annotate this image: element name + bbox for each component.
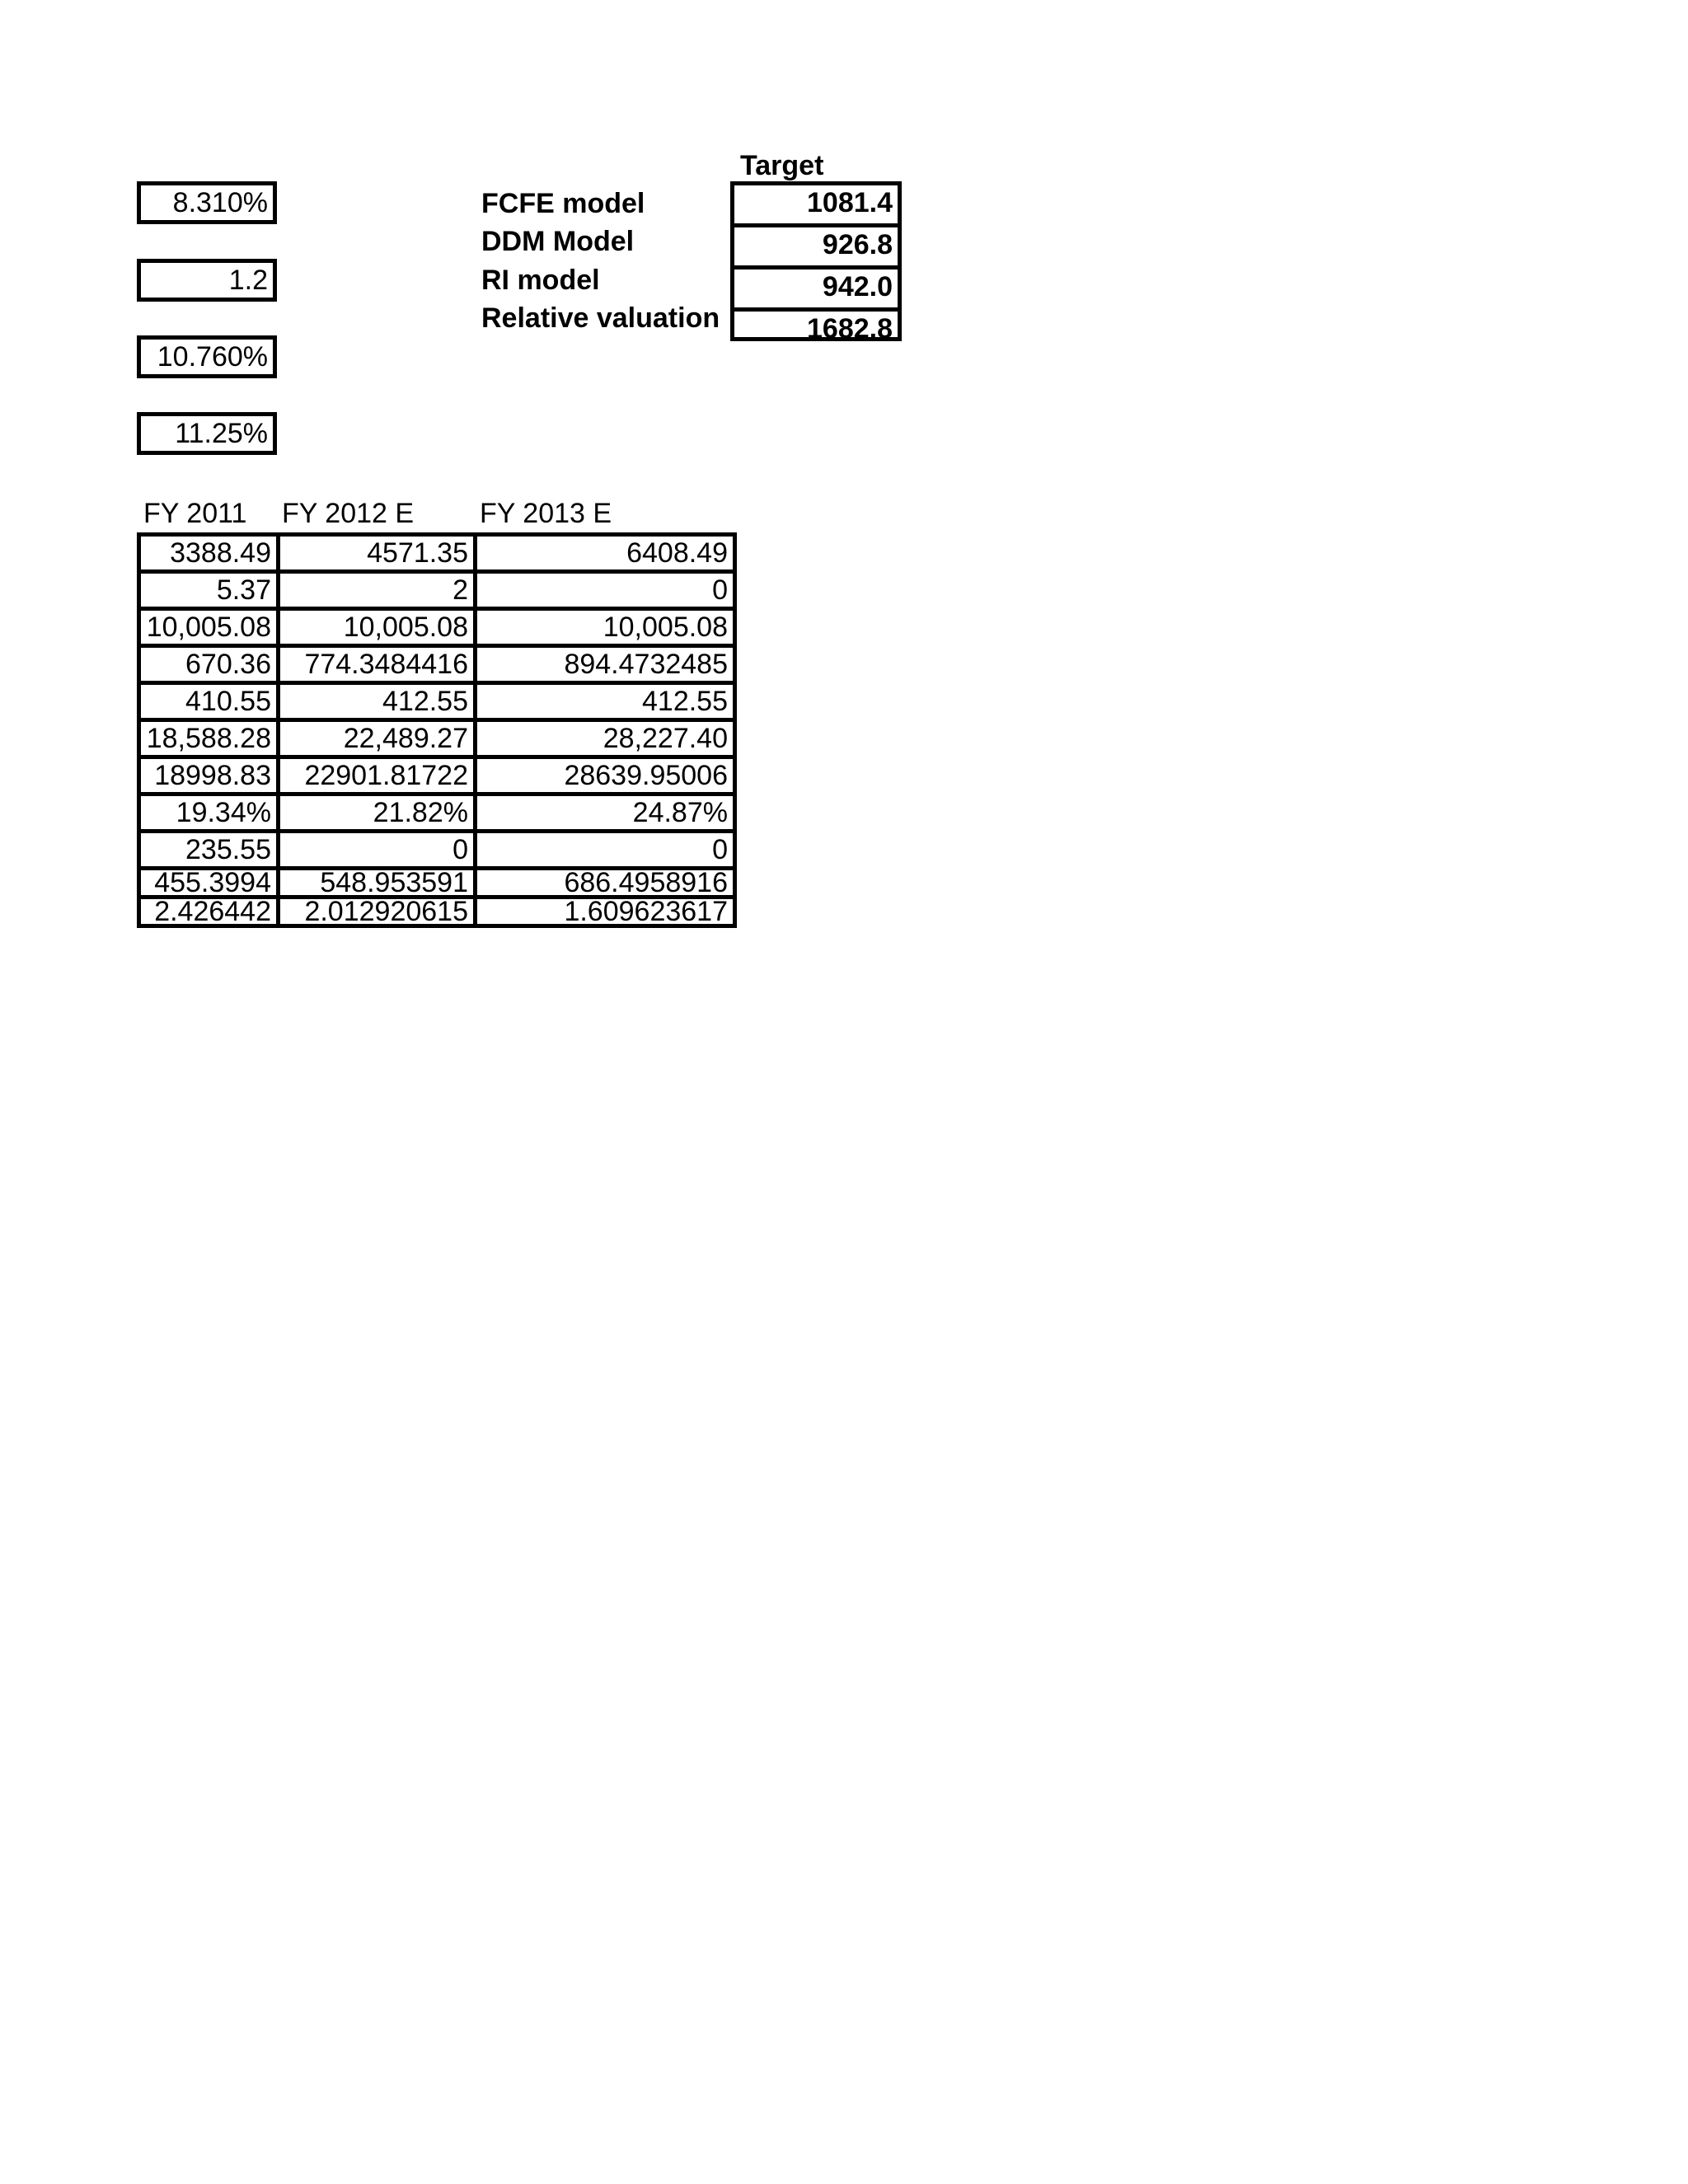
table-cell[interactable]: 19.34% [139, 794, 279, 832]
table-cell[interactable]: 235.55 [139, 832, 279, 869]
table-cell[interactable]: 412.55 [279, 683, 476, 720]
table-cell[interactable]: 0 [476, 832, 735, 869]
table-cell[interactable]: 24.87% [476, 794, 735, 832]
table-row [139, 720, 735, 757]
table-cell[interactable]: 2.426442 [139, 898, 279, 926]
target-values-box [730, 181, 902, 344]
value-cell-2[interactable]: 1.2 [137, 259, 277, 302]
year-header-2012: FY 2012 E [282, 498, 415, 529]
table-cell[interactable]: 3388.49 [139, 535, 279, 572]
table-cell[interactable]: 410.55 [139, 683, 279, 720]
model-label-relative: Relative valuation [481, 302, 720, 334]
table-cell[interactable]: 22,489.27 [279, 720, 476, 757]
table-row [139, 609, 735, 646]
table-cell[interactable]: 774.3484416 [279, 646, 476, 683]
table-cell[interactable]: 6408.49 [476, 535, 735, 572]
target-value-fcfe[interactable]: 1081.4 [734, 185, 898, 227]
year-data-table [137, 532, 737, 928]
table-cell[interactable]: 18998.83 [139, 757, 279, 794]
table-row [139, 898, 735, 926]
target-header: Target [740, 150, 824, 181]
table-cell[interactable]: 18,588.28 [139, 720, 279, 757]
table-cell[interactable]: 28639.95006 [476, 757, 735, 794]
year-header-2011: FY 2011 [143, 498, 247, 529]
table-cell[interactable]: 4571.35 [279, 535, 476, 572]
target-value-relative[interactable]: 1682.8 [807, 313, 893, 344]
table-row [139, 832, 735, 869]
table-row [139, 646, 735, 683]
table-row [139, 535, 735, 572]
table-cell[interactable]: 1.609623617 [476, 898, 735, 926]
value-cell-3[interactable]: 10.760% [137, 335, 277, 378]
table-cell[interactable]: 22901.81722 [279, 757, 476, 794]
table-row [139, 869, 735, 898]
table-cell[interactable]: 670.36 [139, 646, 279, 683]
year-header-2013: FY 2013 E [480, 498, 612, 529]
table-cell[interactable]: 10,005.08 [476, 609, 735, 646]
model-label-fcfe: FCFE model [481, 188, 645, 219]
table-cell[interactable]: 894.4732485 [476, 646, 735, 683]
target-value-ddm[interactable]: 926.8 [734, 227, 898, 269]
table-cell[interactable]: 28,227.40 [476, 720, 735, 757]
value-cell-1[interactable]: 8.310% [137, 181, 277, 224]
table-cell[interactable]: 10,005.08 [139, 609, 279, 646]
table-cell[interactable]: 10,005.08 [279, 609, 476, 646]
table-row [139, 683, 735, 720]
table-cell[interactable]: 455.3994 [139, 869, 279, 898]
table-cell[interactable]: 2 [279, 572, 476, 609]
table-row [139, 757, 735, 794]
table-cell[interactable]: 412.55 [476, 683, 735, 720]
table-row [139, 794, 735, 832]
table-cell[interactable]: 5.37 [139, 572, 279, 609]
table-cell[interactable]: 2.012920615 [279, 898, 476, 926]
model-label-ddm: DDM Model [481, 226, 635, 257]
table-row [139, 572, 735, 609]
table-cell[interactable]: 0 [279, 832, 476, 869]
table-cell[interactable]: 21.82% [279, 794, 476, 832]
table-cell[interactable]: 686.4958916 [476, 869, 735, 898]
model-label-ri: RI model [481, 265, 600, 296]
table-cell[interactable]: 0 [476, 572, 735, 609]
table-cell[interactable]: 548.953591 [279, 869, 476, 898]
target-value-ri[interactable]: 942.0 [734, 269, 898, 312]
value-cell-4[interactable]: 11.25% [137, 412, 277, 455]
